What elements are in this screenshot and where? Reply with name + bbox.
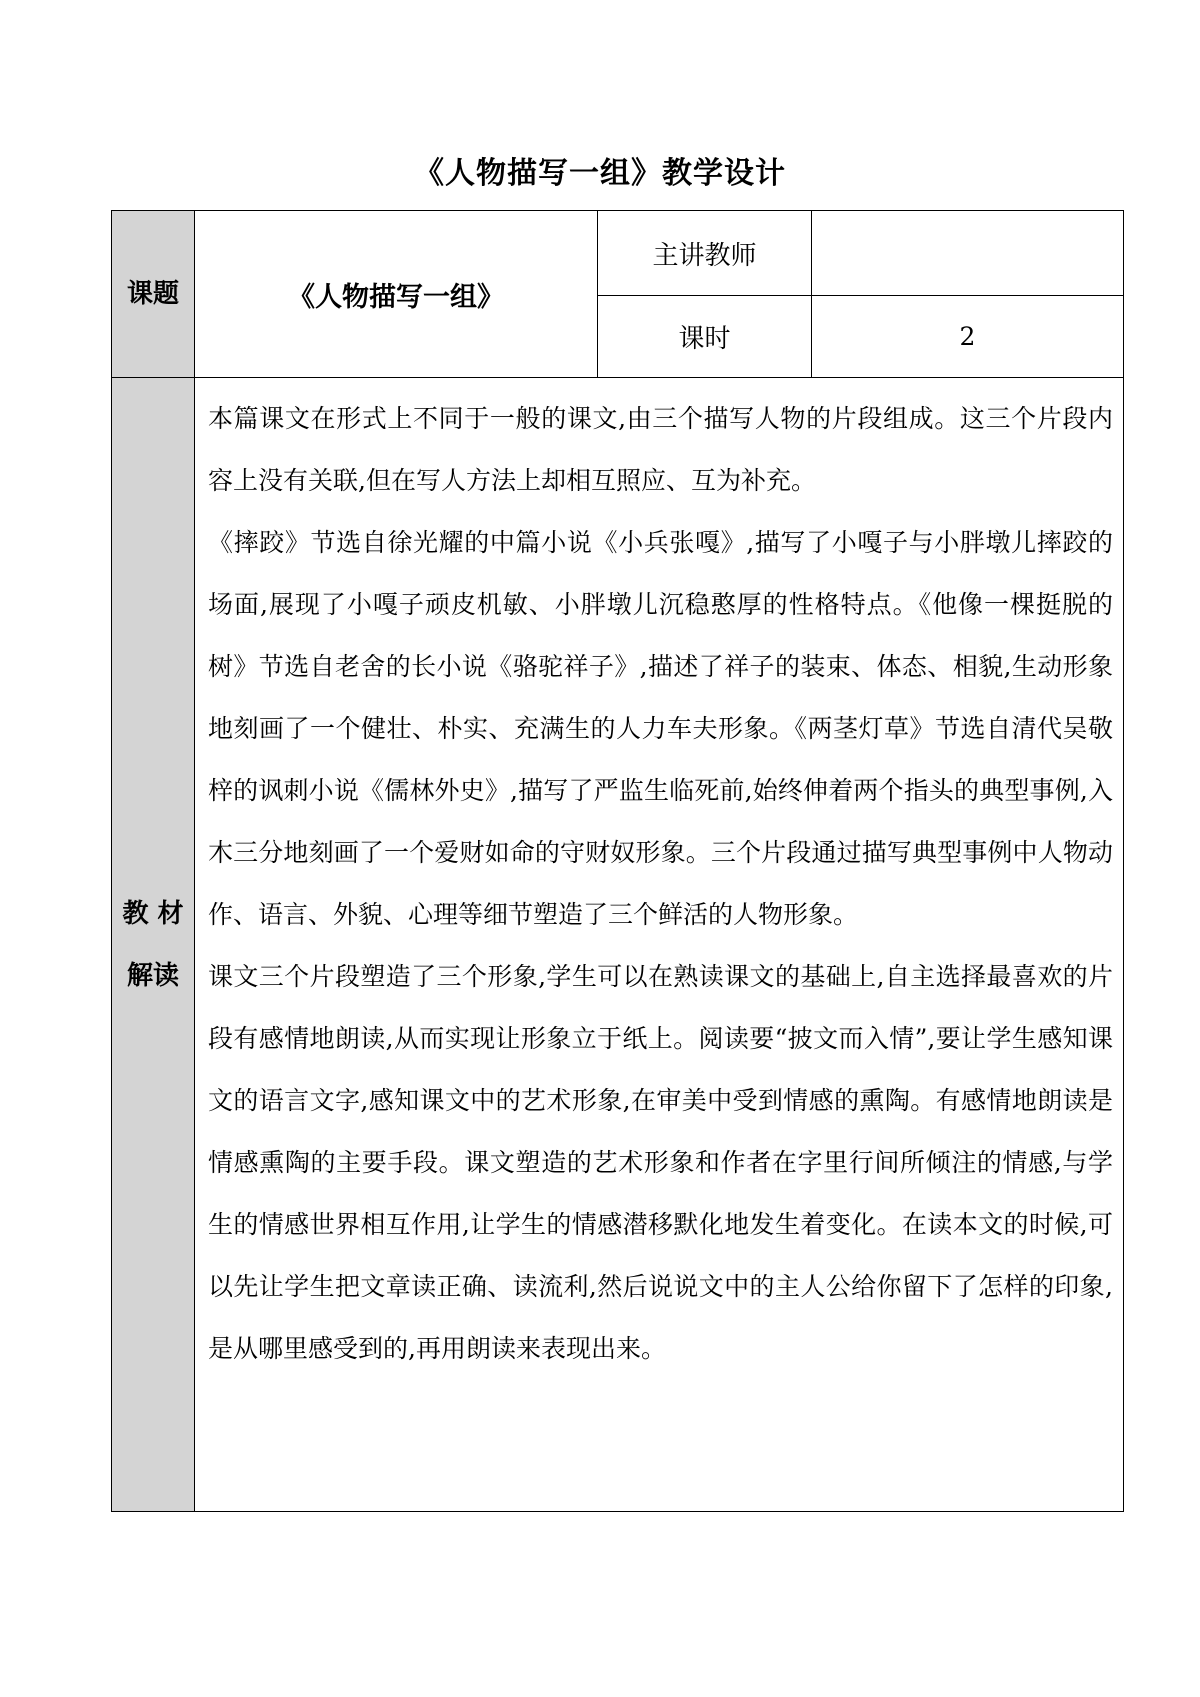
document-title: 《人物描写一组》教学设计 (414, 156, 786, 191)
analysis-paragraph-1: 本篇课文在形式上不同于一般的课文,由三个描写人物的片段组成。这三个片段内容上没有关联,但在写人方法上却相互照应、互为补充。 (208, 404, 1113, 495)
teacher-value (812, 211, 1124, 296)
lesson-plan-table (111, 210, 1124, 1512)
teacher-label: 主讲教师 (598, 211, 812, 296)
analysis-label-line1: 教 材 (122, 898, 184, 929)
hours-value: 2 (812, 296, 1124, 378)
topic-value: 《人物描写一组》 (195, 211, 598, 378)
analysis-label (112, 378, 195, 1512)
analysis-paragraph-3: 课文三个片段塑造了三个形象,学生可以在熟读课文的基础上,自主选择最喜欢的片段有感情地朗读,从而实现让形象立于纸上。阅读要“披文而入情”,要让学生感知课文的语言文字,感知课文中的艺术形象,在审美中受到情感的熏陶。有感情地朗读是情感熏陶的主要手段。课文塑造的艺术形象和作者在字里行间所倾注的情感,与学生的情感世界相互作用,让学生的情感潜移默化地发生着变化。在读本文的时候,可以先让学生把文章读正确、读流利,然后说说文中的主人公给你留下了怎样的印象,是从哪里感受到的,再用朗读来表现出来。 (208, 962, 1113, 1363)
hours-label: 课时 (598, 296, 812, 378)
analysis-label-line2: 解读 (126, 960, 179, 991)
analysis-content (195, 378, 1124, 1512)
topic-label: 课题 (112, 211, 195, 378)
analysis-paragraph-2: 《摔跤》节选自徐光耀的中篇小说《小兵张嘎》,描写了小嘎子与小胖墩儿摔跤的场面,展现了小嘎子顽皮机敏、小胖墩儿沉稳憨厚的性格特点。《他像一棵挺脱的树》节选自老舍的长小说《骆驼祥子》,描述了祥子的装束、体态、相貌,生动形象地刻画了一个健壮、朴实、充满生的人力车夫形象。《两茎灯草》节选自清代吴敬梓的讽刺小说《儒林外史》,描写了严监生临死前,始终伸着两个指头的典型事例,入木三分地刻画了一个爱财如命的守财奴形象。三个片段通过描写典型事例中人物动作、语言、外貌、心理等细节塑造了三个鲜活的人物形象。 (208, 528, 1113, 929)
